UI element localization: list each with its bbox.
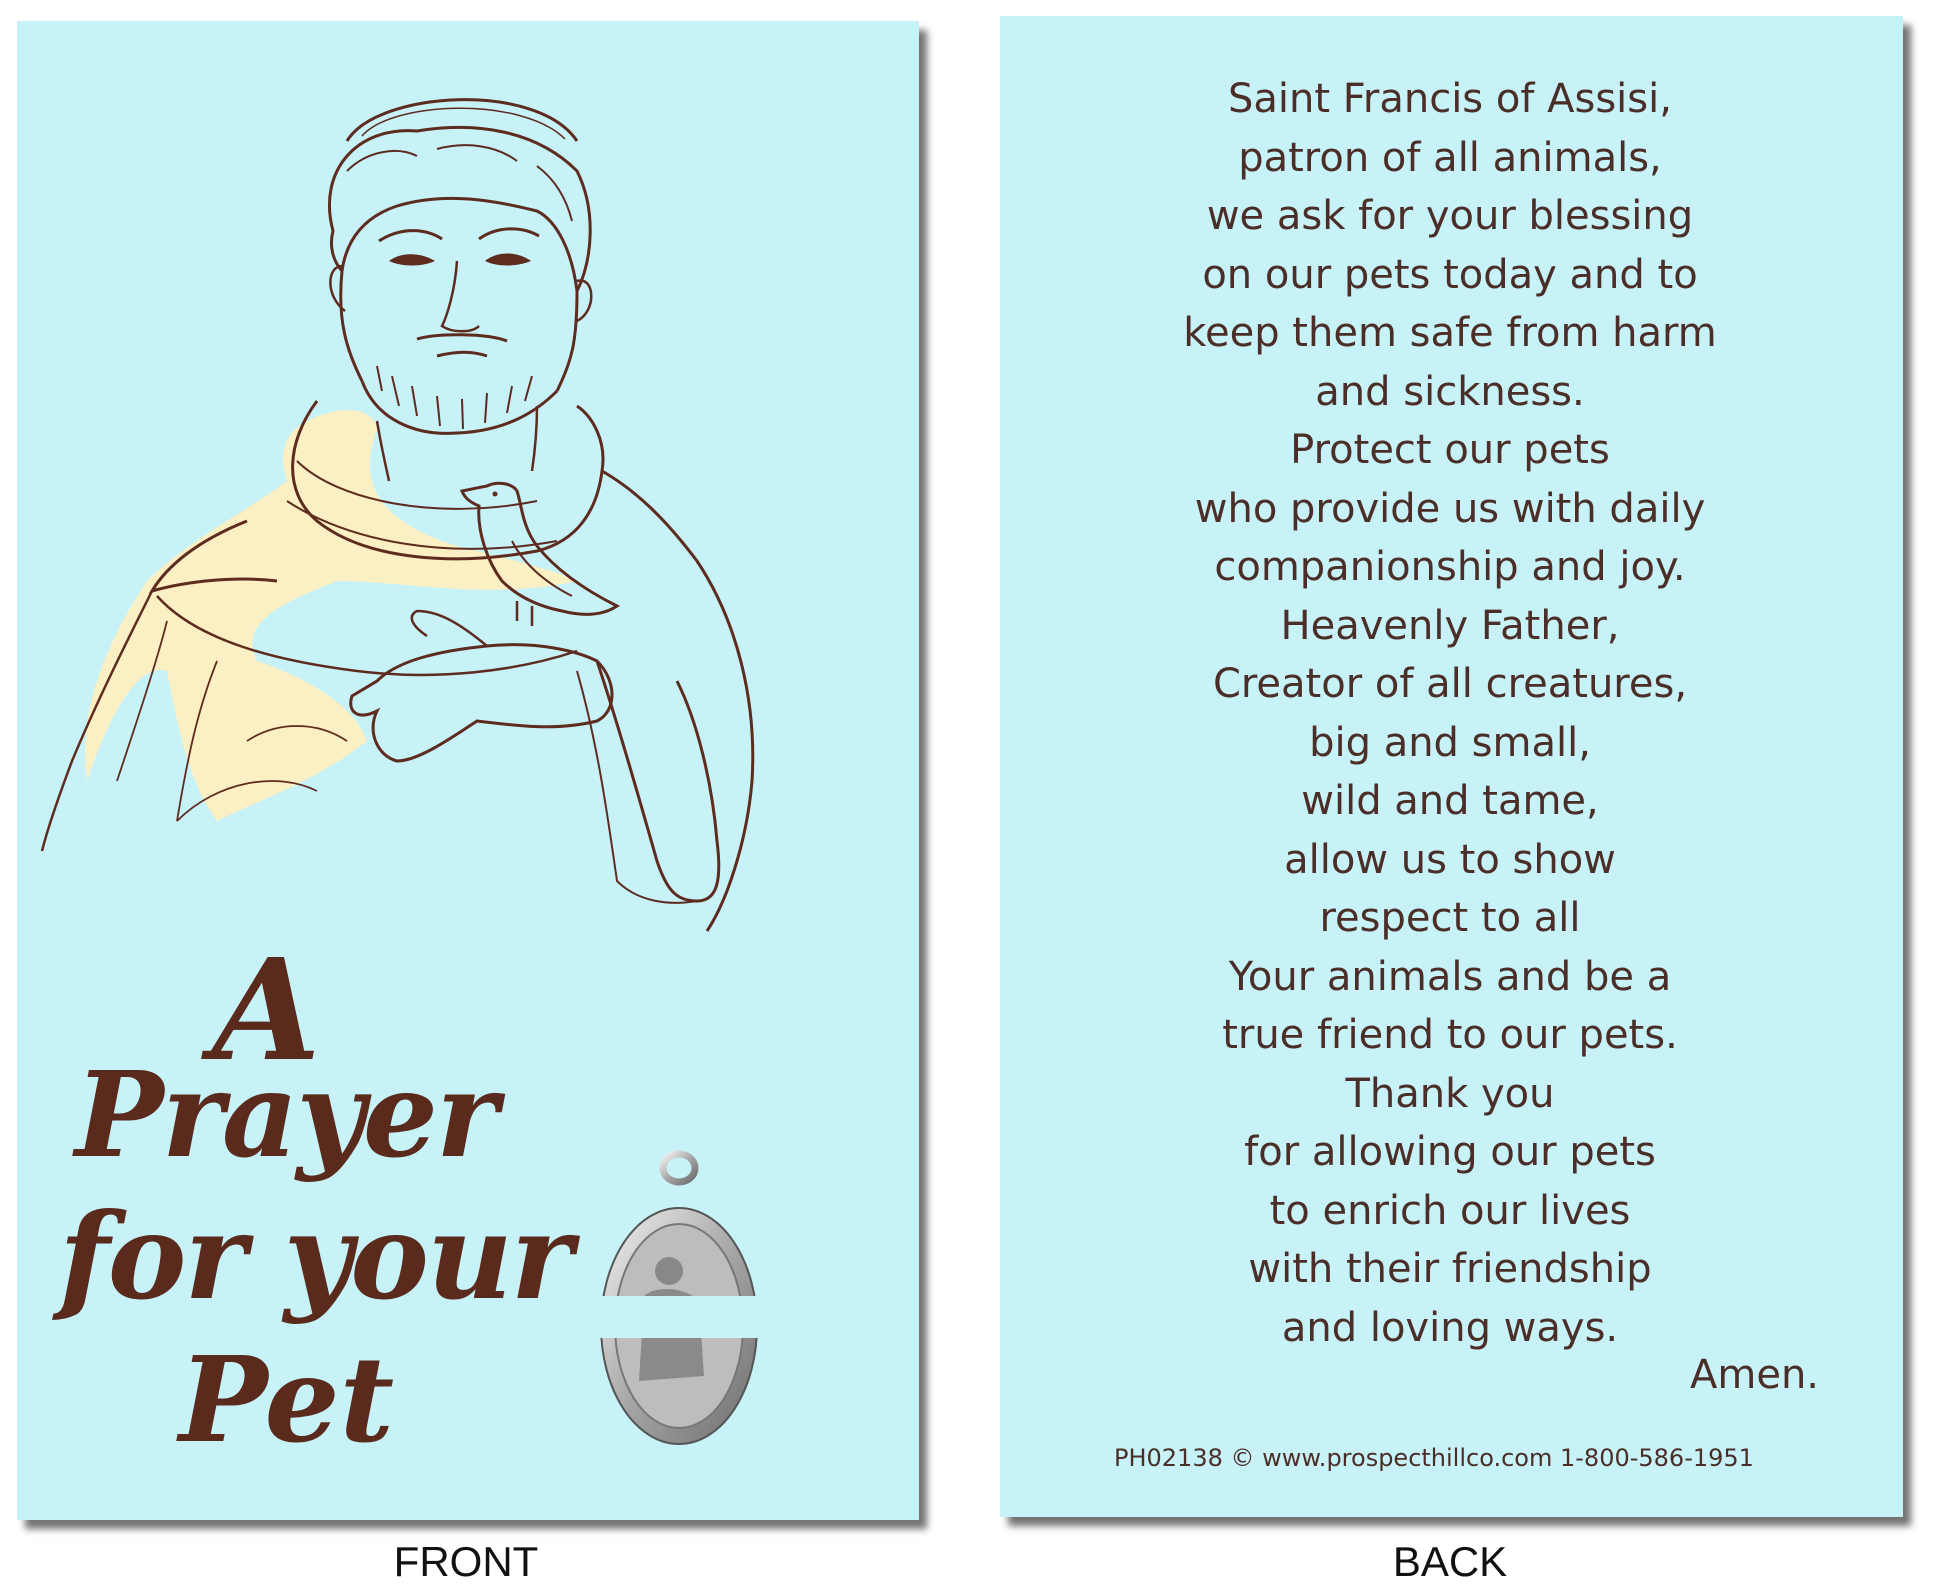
front-card bbox=[17, 21, 919, 1520]
prayer-line: respect to all bbox=[1319, 895, 1581, 941]
amen-text: Amen. bbox=[1690, 1352, 1820, 1398]
prayer-line: Thank you bbox=[1345, 1070, 1555, 1117]
title-line-for-your: for your bbox=[59, 1187, 571, 1326]
front-caption: FRONT bbox=[393, 1538, 539, 1585]
prayer-line: on our pets today and to bbox=[1202, 251, 1698, 298]
prayer-line: true friend to our pets. bbox=[1222, 1012, 1678, 1058]
prayer-line: Creator of all creatures, bbox=[1212, 661, 1688, 707]
prayer-line: Heavenly Father, bbox=[1280, 602, 1620, 649]
prayer-line: Protect our pets bbox=[1290, 427, 1610, 473]
medal-icon bbox=[584, 1146, 764, 1471]
back-card bbox=[1000, 16, 1903, 1517]
prayer-line: we ask for your blessing bbox=[1206, 193, 1694, 239]
prayer-line: who provide us with daily bbox=[1194, 485, 1706, 532]
prayer-text bbox=[1150, 70, 1750, 1357]
prayer-line: wild and tame, bbox=[1301, 778, 1599, 824]
prayer-line: to enrich our lives bbox=[1269, 1187, 1631, 1234]
prayer-line: and sickness. bbox=[1315, 368, 1585, 415]
prayer-line: with their friendship bbox=[1248, 1246, 1652, 1292]
prayer-line: patron of all animals, bbox=[1238, 134, 1662, 181]
prayer-line: Saint Francis of Assisi, bbox=[1228, 76, 1672, 122]
back-caption: BACK bbox=[1392, 1538, 1508, 1585]
prayer-line: allow us to show bbox=[1284, 836, 1616, 883]
title-line-prayer: Prayer bbox=[75, 1045, 497, 1184]
prayer-line: big and small, bbox=[1309, 719, 1591, 766]
prayer-line: and loving ways. bbox=[1281, 1304, 1619, 1351]
publisher-footer: PH02138 © www.prospecthillco.com 1-800-586-1951 bbox=[1114, 1444, 1754, 1472]
title-line-a: A bbox=[212, 929, 321, 1093]
title-line-pet: Pet bbox=[179, 1330, 395, 1469]
prayer-line: keep them safe from harm bbox=[1183, 310, 1717, 356]
prayer-line: companionship and joy. bbox=[1214, 544, 1686, 590]
prayer-line: Your animals and be a bbox=[1228, 953, 1672, 1000]
prayer-line: for allowing our pets bbox=[1244, 1129, 1656, 1175]
